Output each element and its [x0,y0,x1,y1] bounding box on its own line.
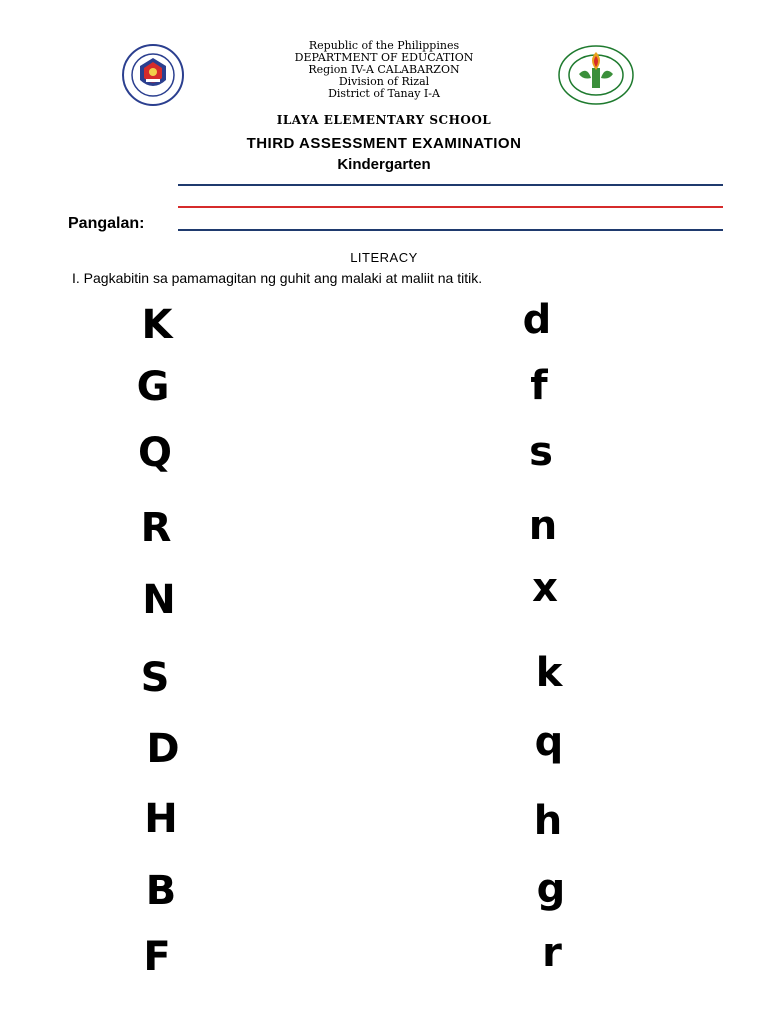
lowercase-letter[interactable]: f [530,363,548,409]
lowercase-letter[interactable]: s [529,429,553,475]
uppercase-letter[interactable]: G [136,364,170,410]
uppercase-letter[interactable]: H [144,796,178,842]
uppercase-letter[interactable]: D [146,726,180,772]
exam-title: THIRD ASSESSMENT EXAMINATION [246,135,522,152]
lowercase-letter[interactable]: q [534,719,564,765]
header-line: DEPARTMENT OF EDUCATION [294,51,474,64]
name-guide-line-bottom[interactable] [178,229,723,231]
uppercase-letter[interactable]: N [142,577,176,623]
lowercase-letter[interactable]: h [533,798,563,844]
ilaya-school-seal-icon [557,44,619,106]
lowercase-letter[interactable]: r [542,930,562,976]
header-line: Republic of the Philippines [308,39,460,52]
deped-seal-icon [122,44,184,106]
lowercase-letter[interactable]: x [532,565,558,611]
school-name: ILAYA ELEMENTARY SCHOOL [276,113,492,127]
agency-header [250,40,518,100]
name-label: Pangalan: [68,215,145,232]
uppercase-letter[interactable]: F [143,934,171,980]
lowercase-letter[interactable]: d [522,297,552,343]
uppercase-letter[interactable]: K [141,302,173,348]
subject-heading: LITERACY [350,250,418,265]
header-line: Region IV-A CALABARZON [308,63,460,76]
name-guide-line-top [178,184,723,186]
header-line: Division of Rizal [338,75,430,88]
name-guide-line-middle [178,206,723,208]
header-line: District of Tanay I-A [328,87,440,100]
grade-level: Kindergarten [337,156,431,173]
uppercase-letter[interactable]: S [140,655,170,701]
lowercase-letter[interactable]: g [536,866,566,912]
uppercase-letter[interactable]: Q [137,430,172,476]
lowercase-letter[interactable]: k [535,650,563,696]
uppercase-letter[interactable]: R [140,505,172,551]
uppercase-letter[interactable]: B [145,868,177,914]
lowercase-letter[interactable]: n [528,503,558,549]
instruction-text: I. Pagkabitin sa pamamagitan ng guhit ang malaki at maliit na titik. [72,270,483,286]
